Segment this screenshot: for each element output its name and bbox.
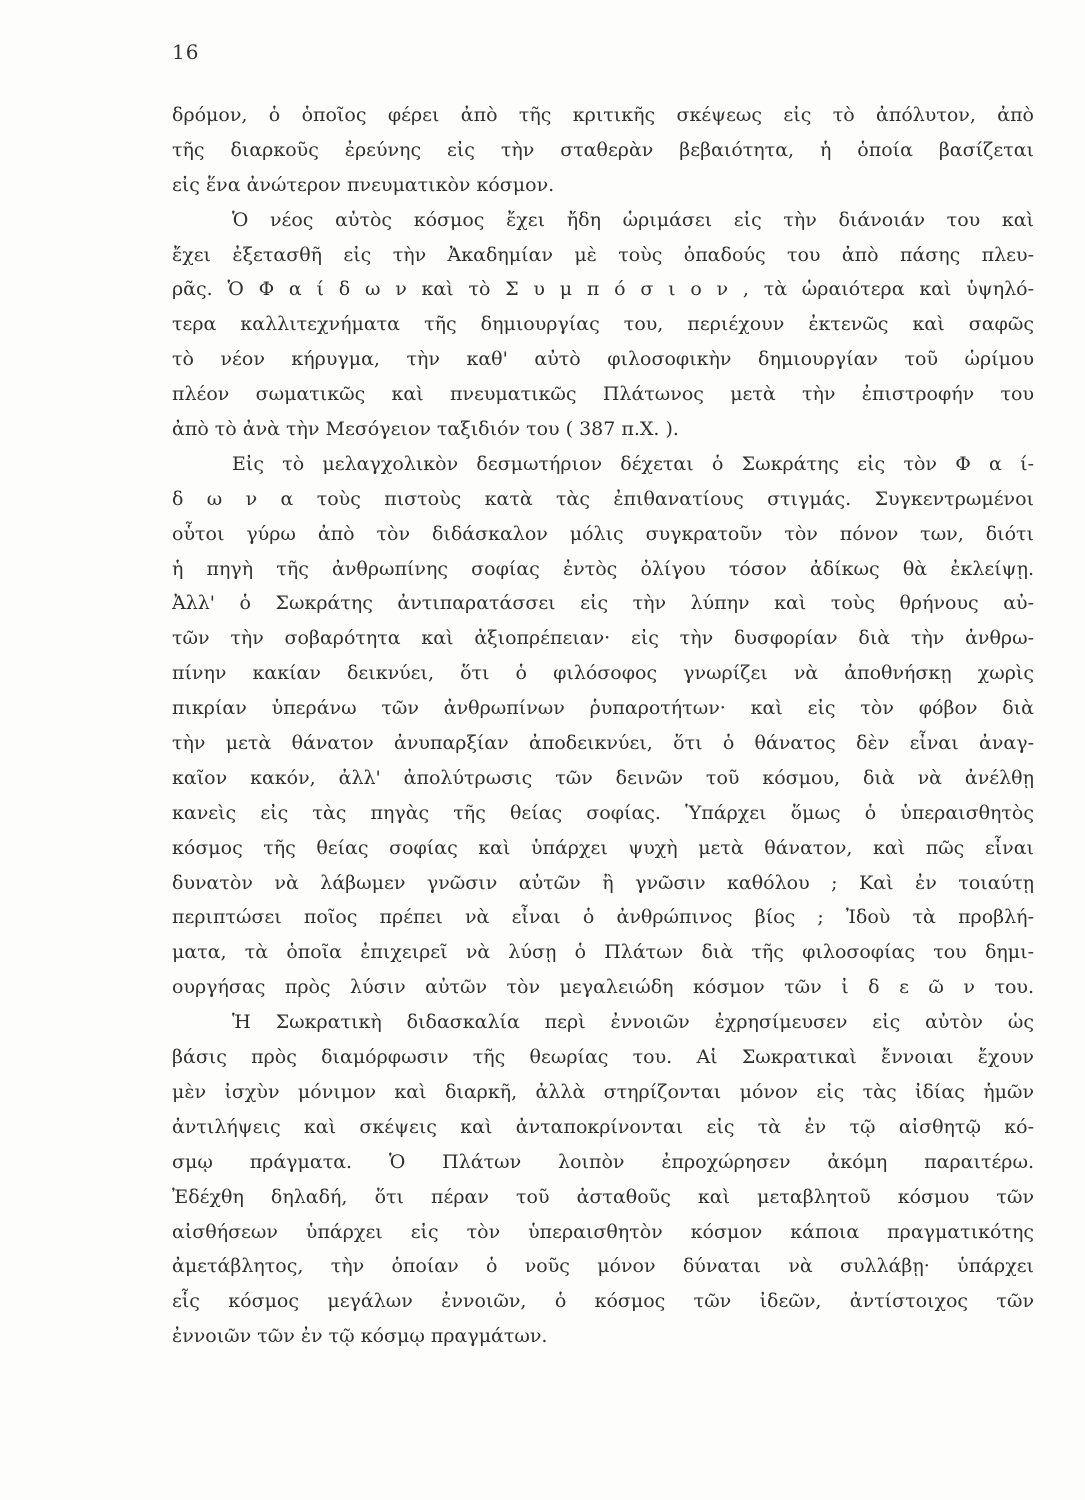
text-line: πίνην κακίαν δεικνύει, ὅτι ὁ φιλόσοφος γνωρίζει νὰ ἀποθνήσκῃ χωρὶς <box>172 662 1034 685</box>
text-line: τὴν μετὰ θάνατον ἀνυπαρξίαν ἀποδεικνύει, ὅτι ὁ θάνατος δὲν εἶναι ἀναγ- <box>172 732 1034 755</box>
text-line: οὗτοι γύρω ἀπὸ τὸν διδάσκαλον μόλις συγκρατοῦν τὸν πόνον των, διότι <box>172 522 1034 545</box>
text-line: δυνατὸν νὰ λάβωμεν γνῶσιν αὐτῶν ἢ γνῶσιν καθόλου ; Καὶ ἐν τοιαύτῃ <box>172 871 1034 894</box>
text-line: τῶν τὴν σοβαρότητα καὶ ἀξιοπρέπειαν· εἰς τὴν δυσφορίαν διὰ τὴν ἀνθρω- <box>172 627 1034 650</box>
text-line: ἐννοιῶν τῶν ἐν τῷ κόσμῳ πραγμάτων. <box>172 1325 548 1348</box>
text-line: πλέον σωματικῶς καὶ πνευματικῶς Πλάτωνος μετὰ τὴν ἐπιστροφήν του <box>172 383 1034 406</box>
text-line: Ἡ Σωκρατικὴ διδασκαλία περὶ ἐννοιῶν ἐχρησίμευσεν εἰς αὐτὸν ὡς <box>232 1011 1034 1034</box>
text-line: τῆς διαρκοῦς ἐρεύνης εἰς τὴν σταθερὰν βεβαιότητα, ἡ ὁποία βασίζεται <box>172 138 1034 161</box>
text-line: περιπτώσει ποῖος πρέπει νὰ εἶναι ὁ ἀνθρώπινος βίος ; Ἰδοὺ τὰ προβλή- <box>172 906 1034 929</box>
text-line: Εἰς τὸ μελαγχολικὸν δεσμωτήριον δέχεται ὁ Σωκράτης εἰς τὸν Φ α ί- <box>232 452 1034 475</box>
text-line: κόσμος τῆς θείας σοφίας καὶ ὑπάρχει ψυχὴ μετὰ θάνατον, καὶ πῶς εἶναι <box>172 836 1034 859</box>
text-line: δρόμον, ὁ ὁποῖος φέρει ἀπὸ τῆς κριτικῆς σκέψεως εἰς τὸ ἀπόλυτον, ἀπὸ <box>172 104 1034 126</box>
text-line: ρᾶς. Ὁ Φ α ί δ ω ν καὶ τὸ Σ υ μ π ό σ ι ο ν , τὰ ὡραιότερα καὶ ὑψηλό- <box>172 278 1034 301</box>
text-line: σμῳ πράγματα. Ὁ Πλάτων λοιπὸν ἐπροχώρησεν ἀκόμη παραιτέρω. <box>172 1150 1034 1173</box>
text-line: ἀμετάβλητος, τὴν ὁποίαν ὁ νοῦς μόνον δύναται νὰ συλλάβῃ· ὑπάρχει <box>172 1255 1034 1278</box>
text-line: κανεὶς εἰς τὰς πηγὰς τῆς θείας σοφίας. Ὑπάρχει ὅμως ὁ ὑπεραισθητὸς <box>172 801 1034 824</box>
text-line: ἔχει ἐξετασθῆ εἰς τὴν Ἀκαδημίαν μὲ τοὺς ὀπαδούς του ἀπὸ πάσης πλευ- <box>172 243 1034 266</box>
text-line: τερα καλλιτεχνήματα τῆς δημιουργίας του, περιέχουν ἐκτενῶς καὶ σαφῶς <box>172 313 1034 336</box>
text-line: βάσις πρὸς διαμόρφωσιν τῆς θεωρίας του. Αἱ Σωκρατικαὶ ἔννοιαι ἔχουν <box>172 1046 1034 1069</box>
text-line: Ἐδέχθη δηλαδή, ὅτι πέραν τοῦ ἀσταθοῦς καὶ μεταβλητοῦ κόσμου τῶν <box>172 1185 1034 1208</box>
text-line: εἷς κόσμος μεγάλων ἐννοιῶν, ὁ κόσμος τῶν ἰδεῶν, ἀντίστοιχος τῶν <box>172 1290 1034 1313</box>
body-text <box>172 98 1034 1354</box>
page-number: 16 <box>172 40 200 64</box>
text-line: τὸ νέον κήρυγμα, τὴν καθ' αὐτὸ φιλοσοφικὴν δημιουργίαν τοῦ ὡρίμου <box>172 348 1034 371</box>
text-line: ἡ πηγὴ τῆς ἀνθρωπίνης σοφίας ἐντὸς ὀλίγου τόσον ἀδίκως θὰ ἐκλείψῃ. <box>172 557 1034 580</box>
text-line: αἰσθήσεων ὑπάρχει εἰς τὸν ὑπεραισθητὸν κόσμον κάποια πραγματικότης <box>172 1220 1034 1243</box>
text-line: εἰς ἕνα ἀνώτερον πνευματικὸν κόσμον. <box>172 173 555 196</box>
text-line: ματα, τὰ ὁποῖα ἐπιχειρεῖ νὰ λύσῃ ὁ Πλάτων διὰ τῆς φιλοσοφίας του δημι- <box>172 941 1034 964</box>
text-line: δ ω ν α τοὺς πιστοὺς κατὰ τὰς ἐπιθανατίους στιγμάς. Συγκεντρωμένοι <box>172 487 1034 510</box>
text-line: καῖον κακόν, ἀλλ' ἀπολύτρωσις τῶν δεινῶν τοῦ κόσμου, διὰ νὰ ἀνέλθῃ <box>172 766 1034 789</box>
text-line: Ἀλλ' ὁ Σωκράτης ἀντιπαρατάσσει εἰς τὴν λύπην καὶ τοὺς θρήνους αὐ- <box>172 592 1034 615</box>
text-line: μὲν ἰσχὺν μόνιμον καὶ διαρκῆ, ἀλλὰ στηρίζονται μόνον εἰς τὰς ἰδίας ἡμῶν <box>172 1080 1034 1103</box>
text-line: ουργήσας πρὸς λύσιν αὐτῶν τὸν μεγαλειώδη κόσμον τῶν ἰ δ ε ῶ ν του. <box>172 976 1034 999</box>
text-line: Ὁ νέος αὐτὸς κόσμος ἔχει ἤδη ὡριμάσει εἰς τὴν διάνοιάν του καὶ <box>232 208 1034 231</box>
text-line: ἀπὸ τὸ ἀνὰ τὴν Μεσόγειον ταξιδιόν του ( 387 π.Χ. ). <box>172 418 679 441</box>
text-line: ἀντιλήψεις καὶ σκέψεις καὶ ἀνταποκρίνονται εἰς τὰ ἐν τῷ αἰσθητῷ κό- <box>172 1115 1034 1138</box>
text-line: πικρίαν ὑπεράνω τῶν ἀνθρωπίνων ῥυπαροτήτων· καὶ εἰς τὸν φόβον διὰ <box>172 697 1034 720</box>
